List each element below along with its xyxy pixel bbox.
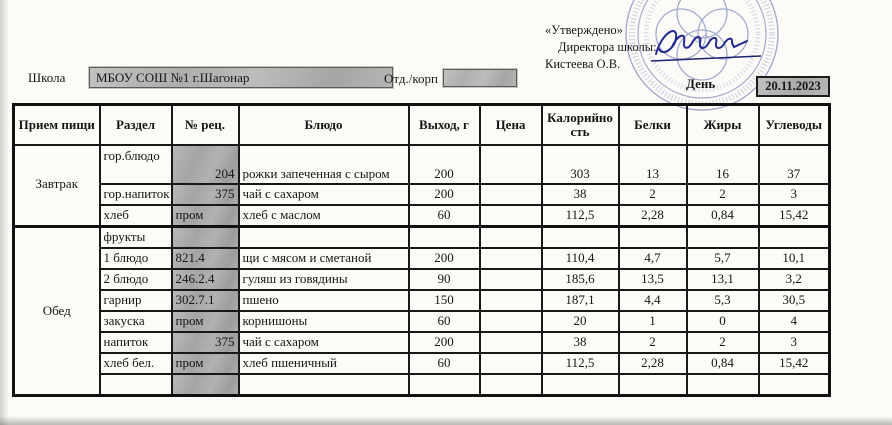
carbs-cell: 30,5 <box>759 290 830 311</box>
price-cell <box>480 290 542 311</box>
rec-cell: 821.4 <box>172 248 239 269</box>
table-row <box>14 269 830 290</box>
col-rec: № рец. <box>172 105 239 146</box>
out-cell: 200 <box>409 145 480 184</box>
kcal-cell <box>542 374 619 396</box>
out-cell: 60 <box>409 353 480 374</box>
protein-cell <box>619 227 687 249</box>
col-price: Цена <box>480 105 542 146</box>
menu-table-wrap <box>12 103 831 397</box>
scan-edge-left <box>0 0 9 425</box>
director-name: Кистеева О.В. <box>545 56 621 71</box>
scan-edge-bottom <box>0 416 892 425</box>
razdel-cell: напиток <box>100 332 172 353</box>
dish-cell: корнишоны <box>239 311 409 332</box>
fat-cell: 16 <box>687 145 759 184</box>
price-cell <box>480 269 542 290</box>
razdel-cell: фрукты <box>100 227 172 249</box>
dish-cell: гуляш из говядины <box>239 269 409 290</box>
razdel-cell: 1 блюдо <box>100 248 172 269</box>
header-row <box>14 105 830 146</box>
carbs-cell: 3 <box>759 184 830 205</box>
rec-cell: пром <box>172 205 239 227</box>
rec-cell: пром <box>172 311 239 332</box>
school-name-field: МБОУ СОШ №1 г.Шагонар <box>89 67 393 88</box>
table-row <box>14 248 830 269</box>
kcal-cell: 112,5 <box>542 205 619 227</box>
dish-cell: рожки запеченная с сыром <box>239 145 409 184</box>
price-cell <box>480 184 542 205</box>
fat-cell: 2 <box>687 332 759 353</box>
razdel-cell <box>100 374 172 396</box>
col-fat: Жиры <box>687 105 759 146</box>
fat-cell: 5,3 <box>687 290 759 311</box>
price-cell <box>480 205 542 227</box>
dish-cell: хлеб с маслом <box>239 205 409 227</box>
fat-cell: 13,1 <box>687 269 759 290</box>
rec-cell: 375 <box>172 332 239 353</box>
kcal-cell: 185,6 <box>542 269 619 290</box>
dish-cell: пшено <box>239 290 409 311</box>
out-cell: 60 <box>409 205 480 227</box>
price-cell <box>480 227 542 249</box>
fat-cell: 5,7 <box>687 248 759 269</box>
rec-cell: 204 <box>172 145 239 184</box>
table-row <box>14 311 830 332</box>
razdel-cell: закуска <box>100 311 172 332</box>
table-row <box>14 353 830 374</box>
kcal-cell: 110,4 <box>542 248 619 269</box>
fat-cell: 2 <box>687 184 759 205</box>
fat-cell <box>687 227 759 249</box>
dish-cell: щи с мясом и сметаной <box>239 248 409 269</box>
price-cell <box>480 374 542 396</box>
protein-cell: 2,28 <box>619 353 687 374</box>
price-cell <box>480 332 542 353</box>
col-razdel: Раздел <box>100 105 172 146</box>
day-date-field: 20.11.2023 <box>756 76 830 97</box>
out-cell: 60 <box>409 311 480 332</box>
protein-cell <box>619 374 687 396</box>
rec-cell: 246.2.4 <box>172 269 239 290</box>
kcal-cell: 38 <box>542 184 619 205</box>
rec-cell <box>172 374 239 396</box>
meal-cell: Обед <box>14 227 100 396</box>
price-cell <box>480 145 542 184</box>
fat-cell: 0 <box>687 311 759 332</box>
approval-block <box>545 22 657 73</box>
kcal-cell: 187,1 <box>542 290 619 311</box>
out-cell: 200 <box>409 332 480 353</box>
rec-cell: пром <box>172 353 239 374</box>
col-dish: Блюдо <box>239 105 409 146</box>
rec-cell <box>172 227 239 249</box>
razdel-cell: 2 блюдо <box>100 269 172 290</box>
protein-cell: 4,7 <box>619 248 687 269</box>
kcal-cell: 303 <box>542 145 619 184</box>
table-row <box>14 374 830 396</box>
menu-table <box>12 103 831 397</box>
dish-cell <box>239 227 409 249</box>
carbs-cell: 10,1 <box>759 248 830 269</box>
table-row <box>14 184 830 205</box>
dish-cell: чай с сахаром <box>239 184 409 205</box>
meal-cell: Завтрак <box>14 145 100 227</box>
out-cell: 200 <box>409 248 480 269</box>
table-row <box>14 227 830 249</box>
fat-cell: 0,84 <box>687 205 759 227</box>
protein-cell: 4,4 <box>619 290 687 311</box>
fat-cell: 0,84 <box>687 353 759 374</box>
protein-cell: 2 <box>619 332 687 353</box>
signature-icon <box>648 22 768 68</box>
carbs-cell: 15,42 <box>759 353 830 374</box>
table-row <box>14 145 830 184</box>
out-cell <box>409 374 480 396</box>
col-protein: Белки <box>619 105 687 146</box>
table-row <box>14 332 830 353</box>
kcal-cell: 112,5 <box>542 353 619 374</box>
price-cell <box>480 353 542 374</box>
table-row <box>14 205 830 227</box>
dept-field <box>443 69 517 87</box>
dish-cell: чай с сахаром <box>239 332 409 353</box>
out-cell: 200 <box>409 184 480 205</box>
col-kcal: Калорийность <box>542 105 619 146</box>
school-label: Школа <box>28 70 66 85</box>
protein-cell: 2,28 <box>619 205 687 227</box>
carbs-cell: 3,2 <box>759 269 830 290</box>
carbs-cell <box>759 374 830 396</box>
table-row <box>14 290 830 311</box>
price-cell <box>480 311 542 332</box>
out-cell: 150 <box>409 290 480 311</box>
protein-cell: 2 <box>619 184 687 205</box>
out-cell: 90 <box>409 269 480 290</box>
carbs-cell: 37 <box>759 145 830 184</box>
kcal-cell <box>542 227 619 249</box>
kcal-cell: 20 <box>542 311 619 332</box>
razdel-cell: хлеб бел. <box>100 353 172 374</box>
day-label: День <box>686 76 716 91</box>
col-meal: Прием пищи <box>14 105 100 146</box>
razdel-cell: гор.напиток <box>100 184 172 205</box>
razdel-cell: гарнир <box>100 290 172 311</box>
col-carbs: Углеводы <box>759 105 830 146</box>
rec-cell: 302.7.1 <box>172 290 239 311</box>
out-cell <box>409 227 480 249</box>
director-text: Директора школы: <box>558 39 657 54</box>
price-cell <box>480 248 542 269</box>
carbs-cell: 15,42 <box>759 205 830 227</box>
kcal-cell: 38 <box>542 332 619 353</box>
col-out: Выход, г <box>409 105 480 146</box>
carbs-cell <box>759 227 830 249</box>
rec-cell: 375 <box>172 184 239 205</box>
carbs-cell: 3 <box>759 332 830 353</box>
dish-cell <box>239 374 409 396</box>
protein-cell: 1 <box>619 311 687 332</box>
dept-label: Отд./корп <box>384 71 438 86</box>
dish-cell: хлеб пшеничный <box>239 353 409 374</box>
protein-cell: 13,5 <box>619 269 687 290</box>
razdel-cell: хлеб <box>100 205 172 227</box>
approved-text: «Утверждено» <box>545 23 623 37</box>
protein-cell: 13 <box>619 145 687 184</box>
razdel-cell: гор.блюдо <box>100 145 172 184</box>
carbs-cell: 4 <box>759 311 830 332</box>
fat-cell <box>687 374 759 396</box>
